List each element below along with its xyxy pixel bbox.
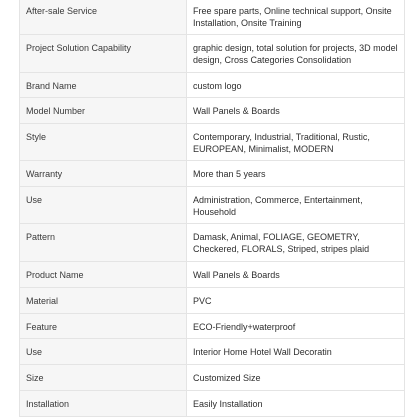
spec-key-cell (20, 288, 187, 314)
spec-key-cell (20, 98, 187, 124)
spec-value: Customized Size (193, 373, 261, 383)
spec-value: ECO-Friendly+waterproof (193, 322, 296, 332)
spec-value: Contemporary, Industrial, Traditional, Rustic, EUROPEAN, Minimalist, MODERN (193, 132, 370, 154)
spec-key: Pattern (26, 232, 56, 242)
spec-value-cell (187, 288, 405, 314)
spec-value-cell (187, 187, 405, 224)
spec-value-cell (187, 391, 405, 417)
spec-value-cell (187, 365, 405, 391)
spec-value-cell (187, 161, 405, 187)
spec-key-cell (20, 35, 187, 73)
spec-row (20, 73, 405, 98)
spec-key-cell (20, 224, 187, 262)
spec-value: Damask, Animal, FOLIAGE, GEOMETRY, Checkered, FLORALS, Striped, stripes plaid (193, 232, 370, 254)
spec-row (20, 314, 405, 339)
spec-key-cell (20, 262, 187, 288)
spec-value-cell (187, 98, 405, 124)
spec-key: Material (26, 296, 59, 306)
spec-key: Product Name (26, 270, 84, 280)
spec-row (20, 365, 405, 391)
spec-row (20, 161, 405, 187)
spec-key: Use (26, 195, 43, 205)
spec-key: Project Solution Capability (26, 43, 132, 53)
spec-key: Brand Name (26, 81, 77, 91)
spec-row (20, 187, 405, 224)
spec-key: After-sale Service (26, 6, 98, 16)
spec-value: custom logo (193, 81, 242, 91)
spec-value-cell (187, 314, 405, 339)
spec-value: Wall Panels & Boards (193, 106, 280, 116)
spec-key: Feature (26, 322, 58, 332)
spec-value-cell (187, 35, 405, 73)
spec-key: Size (26, 373, 44, 383)
spec-value: Free spare parts, Online technical support, Onsite Installation, Onsite Training (193, 6, 392, 28)
product-spec-table (19, 0, 405, 417)
spec-value-cell (187, 262, 405, 288)
spec-key-cell (20, 0, 187, 35)
spec-value: Wall Panels & Boards (193, 270, 280, 280)
spec-value: Administration, Commerce, Entertainment, Household (193, 195, 363, 217)
spec-row (20, 391, 405, 417)
spec-row (20, 124, 405, 161)
spec-value-cell (187, 73, 405, 98)
spec-value: Easily Installation (193, 399, 263, 409)
spec-key: Use (26, 347, 43, 357)
spec-row (20, 98, 405, 124)
spec-value-cell (187, 224, 405, 262)
spec-key: Style (26, 132, 47, 142)
spec-row (20, 262, 405, 288)
spec-key: Installation (26, 399, 70, 409)
spec-value: PVC (193, 296, 212, 306)
spec-value: More than 5 years (193, 169, 266, 179)
spec-value-cell (187, 339, 405, 365)
spec-key-cell (20, 391, 187, 417)
spec-key-cell (20, 187, 187, 224)
spec-value: Interior Home Hotel Wall Decoratin (193, 347, 332, 357)
spec-row (20, 288, 405, 314)
spec-row (20, 35, 405, 73)
spec-key-cell (20, 365, 187, 391)
spec-row (20, 0, 405, 35)
spec-key-cell (20, 314, 187, 339)
spec-key-cell (20, 73, 187, 98)
spec-key-cell (20, 339, 187, 365)
spec-row (20, 224, 405, 262)
spec-value: graphic design, total solution for projects, 3D model design, Cross Categories Consolidation (193, 43, 398, 65)
spec-key-cell (20, 124, 187, 161)
spec-key: Model Number (26, 106, 86, 116)
spec-key-cell (20, 161, 187, 187)
spec-row (20, 339, 405, 365)
spec-value-cell (187, 124, 405, 161)
spec-value-cell (187, 0, 405, 35)
spec-key: Warranty (26, 169, 63, 179)
